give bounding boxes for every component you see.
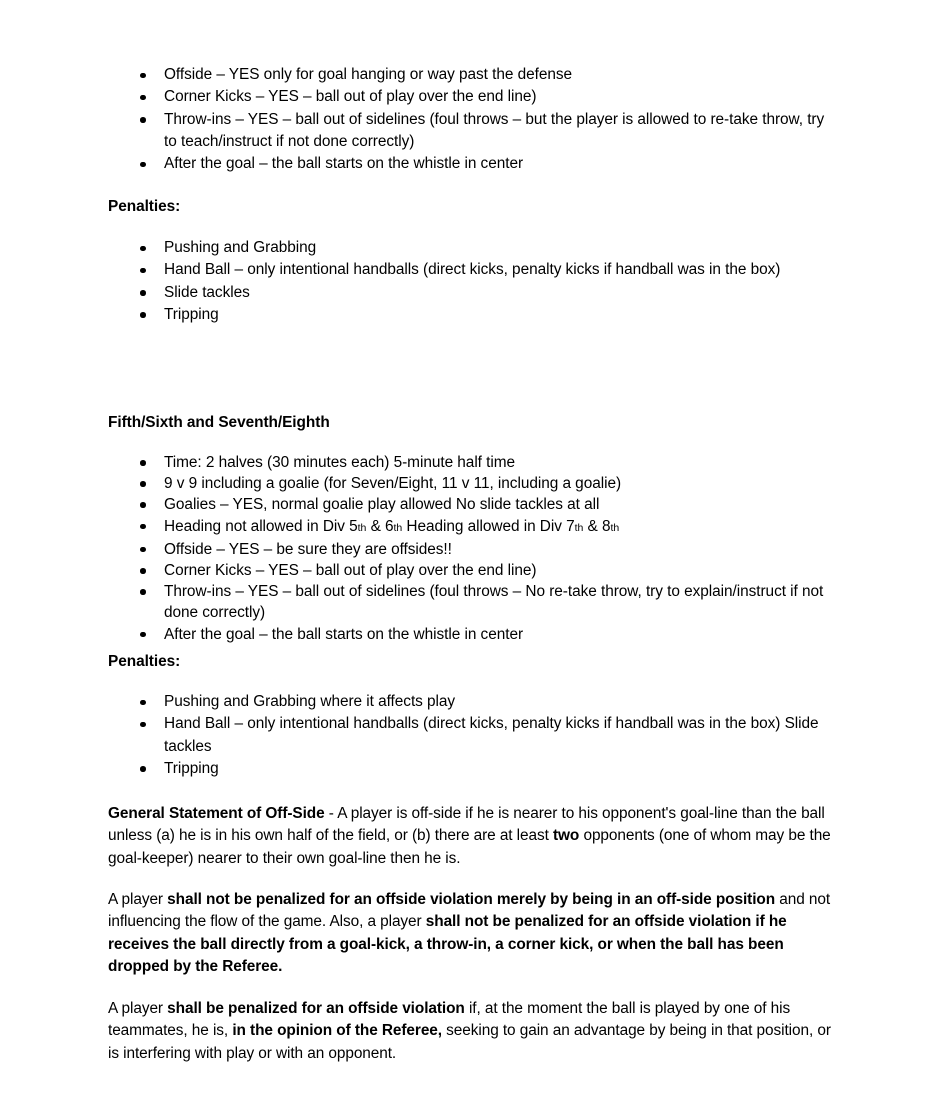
ordinal-suffix-8th: th xyxy=(610,521,620,534)
list-item: Corner Kicks – YES – ball out of play over the end line) xyxy=(108,560,832,581)
not-penalized-bold-2: shall not be penalized for an offside violation if he receives the ball directly from a goal-kick, a throw-in, a corner kick, or when the ball has been dropped by the Referee. xyxy=(108,913,787,975)
penalties-list-2-block xyxy=(108,691,832,780)
list-item-heading-rules xyxy=(108,516,832,539)
penalized-bold-1: shall be penalized for an offside violation xyxy=(167,1000,465,1017)
fifth-sixth-list xyxy=(108,452,832,645)
not-penalized-paragraph-block xyxy=(108,889,836,978)
ordinal-suffix-5th: th xyxy=(357,521,367,534)
offside-general-paragraph-block xyxy=(108,803,836,870)
ordinal-suffix-7th: th xyxy=(574,521,584,534)
list-item: Throw-ins – YES – ball out of sidelines (foul throws – No re-take throw, try to explain/instruct if not done correctly) xyxy=(108,581,832,623)
not-penalized-bold-1: shall not be penalized for an offside violation merely by being in an off-side position xyxy=(167,891,776,908)
list-item: After the goal – the ball starts on the whistle in center xyxy=(108,624,832,645)
list-item: Offside – YES – be sure they are offsides!! xyxy=(108,539,832,560)
penalized-text-3: seeking to gain an advantage by being in that position, or is interfering with play or with an opponent. xyxy=(108,1022,831,1062)
first-age-group-rules-list xyxy=(108,64,832,175)
first-age-group-rules-block xyxy=(108,64,832,175)
list-item: Pushing and Grabbing xyxy=(108,237,832,259)
heading-rule-mid-1: & 6 xyxy=(366,517,394,535)
offside-general-paragraph xyxy=(108,803,836,870)
offside-general-text-1: - A player is off-side if he is nearer to his opponent's goal-line than the ball unless (a) he is in his own half of the field, or (b) there are at least xyxy=(108,805,825,845)
ordinal-suffix-6th: th xyxy=(393,521,403,534)
not-penalized-text-1: A player xyxy=(108,891,168,908)
list-item: Offside – YES only for goal hanging or way past the defense xyxy=(108,64,832,86)
list-item: Time: 2 halves (30 minutes each) 5-minute half time xyxy=(108,452,832,473)
fifth-sixth-seventh-eighth-heading: Fifth/Sixth and Seventh/Eighth xyxy=(108,414,330,431)
heading-rule-mid-2: Heading allowed in Div 7 xyxy=(402,517,575,535)
list-item: Slide tackles xyxy=(108,282,832,304)
list-item: Corner Kicks – YES – ball out of play over the end line) xyxy=(108,86,832,108)
list-item: Hand Ball – only intentional handballs (direct kicks, penalty kicks if handball was in the box) Slide tackles xyxy=(108,713,832,758)
list-item: Goalies – YES, normal goalie play allowed No slide tackles at all xyxy=(108,494,832,515)
penalized-bold-2: in the opinion of the Referee, xyxy=(232,1022,442,1040)
not-penalized-text-2: and not influencing the flow of the game. Also, a player xyxy=(108,891,831,931)
list-item: Pushing and Grabbing where it affects play xyxy=(108,691,832,713)
penalties-heading-1-block xyxy=(108,196,832,217)
penalties-heading: Penalties: xyxy=(108,653,181,670)
penalties-list-2 xyxy=(108,691,832,780)
penalized-paragraph xyxy=(108,998,836,1065)
list-item: Tripping xyxy=(108,304,832,326)
list-item: Hand Ball – only intentional handballs (direct kicks, penalty kicks if handball was in the box) xyxy=(108,259,832,281)
offside-general-text-2: opponents (one of whom may be the goal-keeper) nearer to their own goal-line then he is. xyxy=(108,827,831,867)
heading-rule-prefix: Heading not allowed in Div 5 xyxy=(164,517,358,535)
penalties-list-1 xyxy=(108,237,832,326)
list-item: 9 v 9 including a goalie (for Seven/Eight, 11 v 11, including a goalie) xyxy=(108,473,832,494)
fifth-sixth-list-block xyxy=(108,452,832,645)
list-item: After the goal – the ball starts on the whistle in center xyxy=(108,153,832,175)
penalties-heading-2-block xyxy=(108,651,832,672)
penalties-heading: Penalties: xyxy=(108,198,181,215)
list-item: Tripping xyxy=(108,758,832,780)
penalized-text-1: A player xyxy=(108,1000,168,1017)
list-item: Throw-ins – YES – ball out of sidelines (foul throws – but the player is allowed to re-take throw, try to teach/instruct if not done correctly) xyxy=(108,109,832,154)
penalties-list-1-block xyxy=(108,237,832,326)
heading-rule-mid-3: & 8 xyxy=(583,517,611,535)
offside-general-lead: General Statement of Off-Side xyxy=(108,805,325,822)
penalized-text-2: if, at the moment the ball is played by one of his teammates, he is, xyxy=(108,1000,791,1040)
penalized-paragraph-block xyxy=(108,998,836,1065)
offside-general-bold-two: two xyxy=(553,827,580,845)
not-penalized-paragraph xyxy=(108,889,836,978)
fifth-sixth-heading-block xyxy=(108,412,832,433)
